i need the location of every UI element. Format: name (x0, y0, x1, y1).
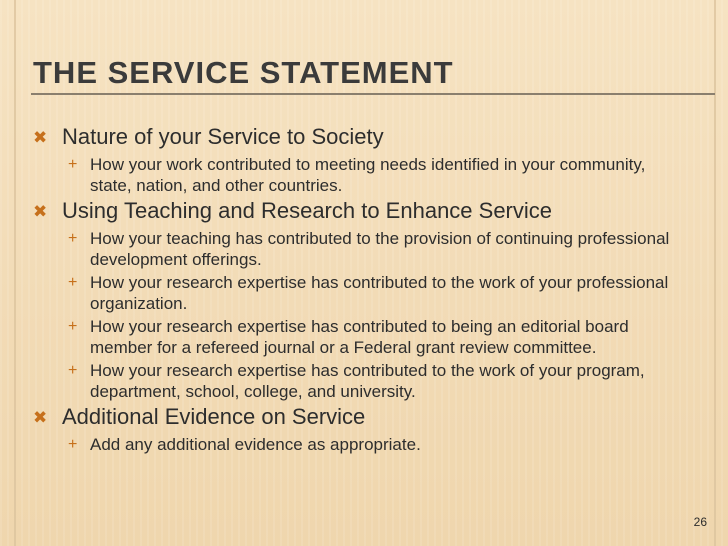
plus-bullet-icon: + (68, 436, 78, 453)
bullet-item (30, 404, 690, 430)
plus-bullet-icon: + (68, 230, 78, 247)
sub-bullet-item (61, 360, 690, 402)
slide-title: THE SERVICE STATEMENT (33, 55, 454, 90)
right-margin-line (714, 0, 716, 546)
title-underline (31, 93, 715, 95)
x-bullet-icon: ✖ (33, 408, 48, 427)
bullet-list (30, 124, 690, 457)
page-number: 26 (693, 515, 707, 529)
bullet-item (30, 124, 690, 150)
sub-bullet-text: How your teaching has contributed to the provision of continuing professional development offerings. (90, 229, 670, 269)
x-bullet-icon: ✖ (33, 202, 48, 221)
sub-bullet-item (61, 154, 690, 196)
plus-bullet-icon: + (68, 274, 78, 291)
sub-bullet-item (61, 434, 690, 455)
x-bullet-icon: ✖ (33, 128, 48, 147)
plus-bullet-icon: + (68, 156, 78, 173)
plus-bullet-icon: + (68, 318, 78, 335)
bullet-text: Additional Evidence on Service (62, 404, 366, 429)
sub-bullet-item (61, 316, 690, 358)
sub-bullet-text: Add any additional evidence as appropriate. (90, 435, 421, 454)
sub-bullet-text: How your research expertise has contributed to the work of your professional organization. (90, 273, 669, 313)
bullet-item (30, 198, 690, 224)
sub-bullet-text: How your research expertise has contributed to the work of your program, department, school, college, and university. (90, 361, 645, 401)
sub-bullet-text: How your work contributed to meeting needs identified in your community, state, nation, and other countries. (90, 155, 646, 195)
sub-bullet-item (61, 228, 690, 270)
bullet-text: Using Teaching and Research to Enhance Service (62, 198, 553, 223)
plus-bullet-icon: + (68, 362, 78, 379)
sub-bullet-item (61, 272, 690, 314)
left-margin-line (14, 0, 16, 546)
sub-bullet-text: How your research expertise has contributed to being an editorial board member for a refereed journal or a Federal grant review committee. (90, 317, 629, 357)
bullet-text: Nature of your Service to Society (62, 124, 384, 149)
